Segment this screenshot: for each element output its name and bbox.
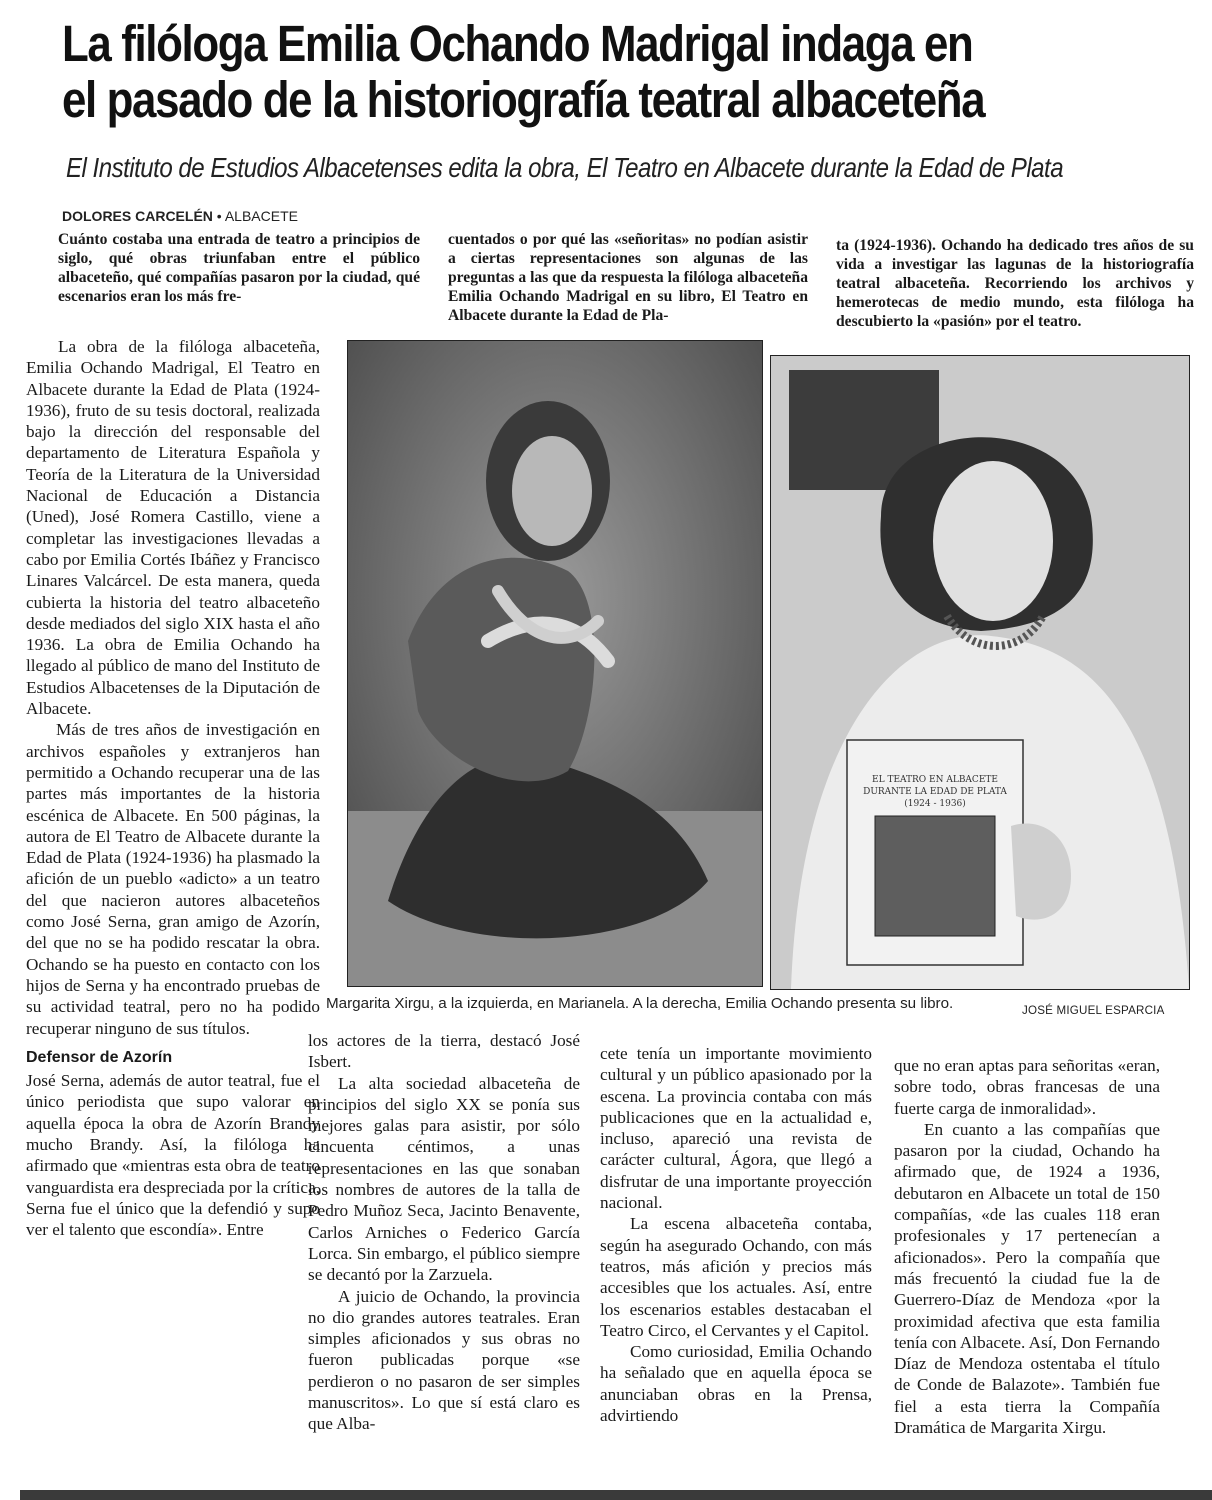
headline <box>62 16 1042 128</box>
paragraph: En cuanto a las compañías que pasaron por la ciudad, Ochando ha afirmado que, de 1924 a 1936, debutaron en Albacete un total de 150 compañías, «de las cuales 118 eran profesionales y 17 pertenecían a aficionados». Pero la compañía que más frecuentó la ciudad fue la de Guerrero-Díaz de Mendoza «por la proximidad afectiva que esta familia tenía con Albacete. Así, Don Fernando Díaz de Mendoza ostentaba el título de Conde de Balazote». También fue fiel a esta tierra la Compañía Dramática de Margarita Xirgu. <box>894 1119 1160 1438</box>
photo-margarita-xirgu-image <box>348 341 762 986</box>
lead-column-1: Cuánto costaba una entrada de teatro a principios de siglo, qué obras triunfaban entre el público albaceteño, qué compañías pasaron por la ciudad, qué escenarios eran los más fre- <box>58 231 420 305</box>
paragraph: Como curiosidad, Emilia Ochando ha señalado que en aquella época se anunciaban obras en la Prensa, advirtiendo <box>600 1342 872 1426</box>
paragraph: La obra de la filóloga albaceteña, Emilia Ochando Madrigal, El Teatro en Albacete durante la Edad de Plata (1924-1936), fruto de su tesis doctoral, realizada bajo la dirección del responsable del departamento de Literatura Española y Teoría de la Literatura de la Universidad Nacional de Educación a Distancia (Uned), José Romera Castillo, viene a completar las investigaciones llevadas a cabo por Emilia Cortés Ibáñez y Francisco Linares Valcárcel. De esta manera, queda cubierta la historia del teatro albaceteño desde mediados del siglo XIX hasta el año 1936. La obra de Emilia Ochando ha llegado al público de mano del Instituto de Estudios Albacetenses de la Diputación de Albacete. <box>26 337 320 719</box>
paragraph: La alta sociedad albaceteña de principios del siglo XX se ponía sus mejores galas para asistir, por sólo cincuenta céntimos, a unas representaciones en las que sonaban los nombres de autores de la talla de Pedro Muñoz Seca, Jacinto Benavente, Carlos Arniches o Federico García Lorca. Sin embargo, el público siempre se decantó por la Zarzuela. <box>308 1073 580 1285</box>
byline-bullet: • <box>216 208 225 224</box>
headline-line-1: La filóloga Emilia Ochando Madrigal indaga en <box>62 15 973 72</box>
lead-column-3: ta (1924-1936). Ochando ha dedicado tres años de su vida a investigar las lagunas de la historiografía teatral albaceteña. Recorriendo los archivos y hemerotecas de medio mundo, esta filóloga ha descubierto la «pasión» por el teatro. <box>836 237 1194 330</box>
body-column-1 <box>26 336 320 1240</box>
paragraph: A juicio de Ochando, la provincia no dio grandes autores teatrales. Eran simples aficionados y sus obras no fueron publicadas porque «se perdieron o no pasaron de ser simples manuscritos». Lo que sí está claro es que Alba- <box>308 1286 580 1434</box>
headline-line-2: el pasado de la historiografía teatral albaceteña <box>62 71 985 128</box>
paragraph: Más de tres años de investigación en archivos españoles y extranjeros han permitido a Ochando recuperar una de las partes más importantes de la historia escénica de Albacete. En 500 páginas, la autora de El Teatro de Albacete durante la Edad de Plata (1924-1936) ha plasmado la afición de un pueblo «adicto» a un teatro del que nacieron autores albaceteños como José Serna, gran amigo de Azorín, del que no se ha podido rescatar la obra. Ochando se ha puesto en contacto con los hijos de Serna y ha encontrado pruebas de su actividad teatral, pero no ha podido recuperar ninguno de sus títulos. <box>26 720 320 1038</box>
photo-caption: Margarita Xirgu, a la izquierda, en Marianela. A la derecha, Emilia Ochando presenta su libro. <box>326 995 954 1012</box>
paragraph: La escena albaceteña contaba, según ha asegurado Ochando, con más teatros, más afición y precios más accesibles que los actuales. Así, entre los escenarios estables destacaban el Teatro Circo, el Cervantes y el Capitol. <box>600 1214 872 1340</box>
body-column-3 <box>600 1043 872 1426</box>
book-title-line-1: EL TEATRO EN ALBACETE <box>872 775 998 785</box>
lead-column-2: cuentados o por qué las «señoritas» no podían asistir a ciertas representaciones son algunas de las preguntas a las que da respuesta la filóloga albaceteña Emilia Ochando Madrigal en su libro, El Teatro en Albacete durante la Edad de Pla- <box>448 231 808 324</box>
photo-emilia-ochando-image <box>771 356 1189 989</box>
byline-location: ALBACETE <box>224 208 298 224</box>
byline-author: DOLORES CARCELÉN <box>62 208 213 224</box>
page-bottom-edge <box>20 1490 1212 1500</box>
paragraph: José Serna, además de autor teatral, fue el único periodista que supo valorar en aquella época la obra de Azorín Brandy mucho Brandy. Así, la filóloga ha afirmado que «mientras esta obra de teatro vanguardista era despreciada por la crítica, Serna fue el único que la defendió y supo ver el talento que escondía». Entre <box>26 1071 320 1240</box>
subheadline <box>66 150 1063 186</box>
photo-emilia-ochando <box>770 355 1190 990</box>
subheadline-line-1: El Instituto de Estudios Albacetenses edita la obra, El Teatro en Albacete durante la Edad de Plata <box>66 152 1064 183</box>
body-column-4 <box>894 1055 1160 1438</box>
book-title-line-3: (1924 - 1936) <box>904 799 966 809</box>
body-column-2 <box>308 1030 580 1435</box>
photo-margarita-xirgu <box>347 340 763 987</box>
byline <box>62 208 298 224</box>
book-title-line-2: DURANTE LA EDAD DE PLATA <box>863 787 1007 797</box>
paragraph: cete tenía un importante movimiento cultural y un público apasionado por la escena. La provincia contaba con más publicaciones que en la actualidad e, incluso, apareció una revista de carácter cultural, Ágora, que llegó a disfrutar de una importante proyección nacional. <box>600 1044 872 1213</box>
section-subheading: Defensor de Azorín <box>26 1048 173 1066</box>
photo-credit: JOSÉ MIGUEL ESPARCIA <box>1022 1004 1165 1017</box>
paragraph: los actores de la tierra, destacó José Isbert. <box>308 1031 580 1072</box>
paragraph: que no eran aptas para señoritas «eran, sobre todo, obras francesas de una fuerte carga de inmoralidad». <box>894 1056 1160 1118</box>
